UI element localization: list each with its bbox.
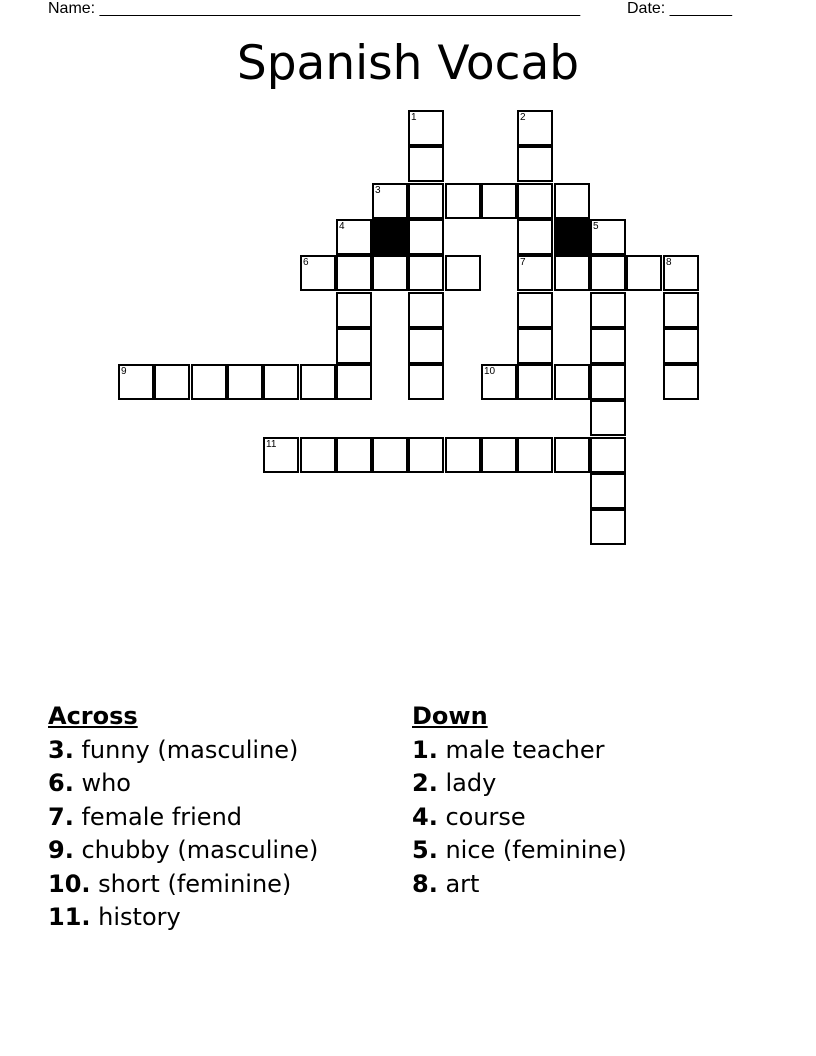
- grid-cell[interactable]: [590, 292, 626, 328]
- grid-cell[interactable]: [300, 364, 336, 400]
- grid-cell[interactable]: [263, 437, 299, 473]
- across-clue-list: [48, 734, 318, 935]
- grid-cell[interactable]: [590, 509, 626, 545]
- grid-cell[interactable]: [663, 328, 699, 364]
- grid-cell[interactable]: [481, 437, 517, 473]
- clue-number-label: 2.: [412, 769, 438, 797]
- grid-cell[interactable]: [445, 437, 481, 473]
- clue-number: 5: [593, 221, 599, 232]
- grid-cell[interactable]: [336, 219, 372, 255]
- grid-cell[interactable]: [336, 255, 372, 291]
- grid-cell[interactable]: [554, 183, 590, 219]
- clue-number: 3: [375, 185, 381, 196]
- clue-number-label: 8.: [412, 869, 438, 898]
- grid-cell[interactable]: [590, 400, 626, 436]
- grid-cell[interactable]: [663, 255, 699, 291]
- clue-number-label: 10.: [48, 869, 91, 898]
- grid-cell[interactable]: [408, 219, 444, 255]
- grid-cell[interactable]: [445, 255, 481, 291]
- grid-cell[interactable]: [517, 146, 553, 182]
- across-clue: [48, 868, 318, 902]
- grid-cell[interactable]: [372, 255, 408, 291]
- grid-cell[interactable]: [300, 437, 336, 473]
- clue-text: female friend: [73, 802, 243, 831]
- clue-text: chubby (masculine): [73, 836, 319, 864]
- across-clues: [48, 700, 318, 935]
- grid-cell[interactable]: [300, 255, 336, 291]
- clue-text: funny (masculine): [73, 735, 299, 764]
- clue-number-label: 11.: [48, 903, 91, 931]
- grid-cell[interactable]: [590, 473, 626, 509]
- grid-cell[interactable]: [336, 328, 372, 364]
- down-clue: [412, 868, 627, 902]
- name-line[interactable]: Name: ______________________________________________________: [48, 0, 581, 17]
- clue-number: 2: [520, 112, 526, 123]
- grid-cell[interactable]: [481, 364, 517, 400]
- down-clue: [412, 801, 627, 835]
- grid-cell[interactable]: [554, 437, 590, 473]
- grid-cell[interactable]: [554, 364, 590, 400]
- clue-text: history: [90, 903, 181, 931]
- clue-number-label: 9.: [48, 836, 74, 864]
- grid-cell[interactable]: [408, 146, 444, 182]
- clue-text: male teacher: [437, 735, 605, 764]
- grid-cell[interactable]: [663, 364, 699, 400]
- grid-cell[interactable]: [517, 437, 553, 473]
- date-line[interactable]: Date: _______: [627, 0, 732, 17]
- grid-cell[interactable]: [408, 255, 444, 291]
- grid-cell[interactable]: [590, 328, 626, 364]
- grid-cell[interactable]: [445, 183, 481, 219]
- grid-cell[interactable]: [517, 183, 553, 219]
- grid-cell[interactable]: [517, 364, 553, 400]
- across-clue: [48, 734, 318, 768]
- grid-cell[interactable]: [118, 364, 154, 400]
- grid-cell[interactable]: [372, 183, 408, 219]
- clue-text: art: [437, 869, 480, 898]
- grid-cell[interactable]: [408, 328, 444, 364]
- clue-text: course: [437, 802, 526, 831]
- clue-number-label: 3.: [48, 735, 74, 764]
- clue-text: who: [73, 769, 131, 797]
- grid-cell[interactable]: [517, 219, 553, 255]
- grid-cell[interactable]: [590, 437, 626, 473]
- clue-number: 4: [339, 221, 345, 232]
- grid-cell[interactable]: [481, 183, 517, 219]
- grid-cell[interactable]: [408, 110, 444, 146]
- clue-number-label: 4.: [412, 802, 438, 831]
- grid-cell[interactable]: [191, 364, 227, 400]
- grid-cell[interactable]: [408, 183, 444, 219]
- grid-cell[interactable]: [336, 292, 372, 328]
- grid-cell[interactable]: [517, 110, 553, 146]
- clue-text: lady: [437, 769, 497, 797]
- grid-cell[interactable]: [626, 255, 662, 291]
- clue-number: 7: [520, 257, 526, 268]
- grid-cell[interactable]: [336, 437, 372, 473]
- grid-cell[interactable]: [554, 255, 590, 291]
- clue-number-label: 7.: [48, 802, 74, 831]
- grid-cell[interactable]: [227, 364, 263, 400]
- grid-cell[interactable]: [408, 292, 444, 328]
- grid-cell[interactable]: [372, 437, 408, 473]
- grid-cell[interactable]: [517, 292, 553, 328]
- across-clue: [48, 801, 318, 835]
- page-title: Spanish Vocab: [236, 36, 580, 91]
- clue-number: 9: [121, 366, 127, 377]
- grid-cell[interactable]: [517, 255, 553, 291]
- grid-cell[interactable]: [590, 364, 626, 400]
- grid-cell[interactable]: [517, 328, 553, 364]
- clue-text: short (feminine): [90, 869, 292, 898]
- clue-number: 8: [666, 257, 672, 268]
- grid-cell[interactable]: [263, 364, 299, 400]
- clue-text: nice (feminine): [437, 836, 627, 864]
- across-clue: [48, 901, 318, 935]
- across-clue: [48, 767, 318, 801]
- grid-cell[interactable]: [663, 292, 699, 328]
- blocked-cell: [554, 219, 590, 255]
- across-clue: [48, 834, 318, 868]
- clue-number-label: 1.: [412, 735, 438, 764]
- grid-cell[interactable]: [336, 364, 372, 400]
- grid-cell[interactable]: [408, 437, 444, 473]
- grid-cell[interactable]: [154, 364, 190, 400]
- clue-number: 6: [303, 257, 309, 268]
- clue-number: 11: [266, 439, 277, 450]
- blocked-cell: [372, 219, 408, 255]
- clue-number: 10: [484, 366, 496, 377]
- down-clue: [412, 767, 627, 801]
- clue-number-label: 5.: [412, 836, 438, 864]
- clue-number: 1: [411, 112, 417, 123]
- down-heading: Down: [412, 702, 488, 730]
- down-clue: [412, 834, 627, 868]
- down-clues: [412, 700, 627, 901]
- grid-cell[interactable]: [590, 219, 626, 255]
- across-heading: Across: [48, 702, 138, 730]
- grid-cell[interactable]: [408, 364, 444, 400]
- clue-number-label: 6.: [48, 769, 74, 797]
- down-clue-list: [412, 734, 627, 902]
- grid-cell[interactable]: [590, 255, 626, 291]
- down-clue: [412, 734, 627, 768]
